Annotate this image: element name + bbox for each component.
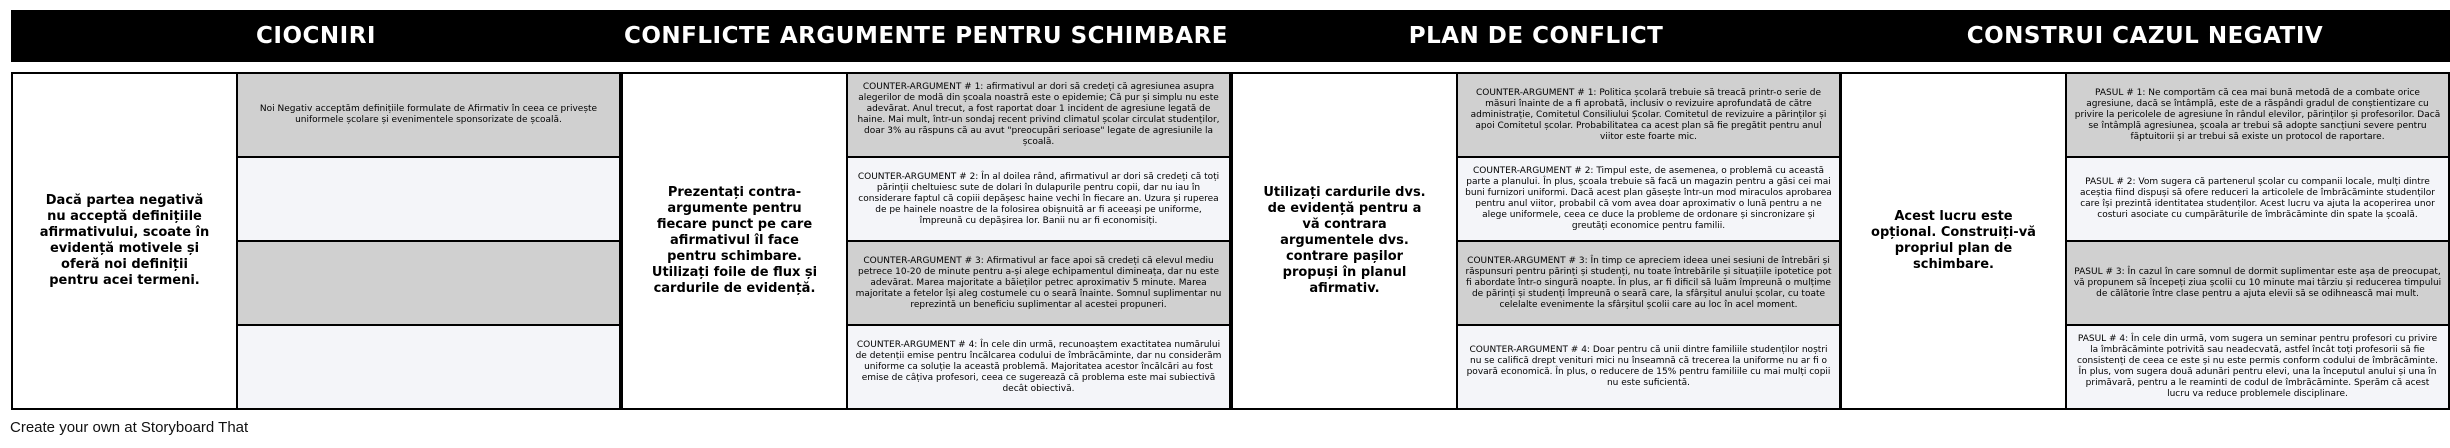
text-cell: COUNTER-ARGUMENT # 4: În cele din urmă, recunoaștem exactitatea numărului de detenții emise pentru încălcarea codului de îmbrăcăminte, dar nu considerăm uniforme ca soluție la această problemă. Majoritatea acestor încălcări au fost emise de câțiva profesori, ceea ce sugerează că problema este mai subiectivă decât obiectivă.	[848, 326, 1229, 408]
cell-stack	[2067, 74, 2448, 408]
cell-stack	[848, 74, 1229, 408]
text-cell: PASUL # 2: Vom sugera că partenerul școlar cu companii locale, mulți dintre aceștia fiind dispuși să ofere reduceri la articolele de îmbrăcăminte studenților care își prezintă identitatea studenților. Acest lucru va ajuta la acoperirea unor costuri asociate cu cumpărăturile de îmbrăcăminte din spate la școală.	[2067, 158, 2448, 242]
text-cell: COUNTER-ARGUMENT # 2: Timpul este, de asemenea, o problemă cu această parte a planului. În plus, școala trebuie să facă un magazin pentru a găsi cei mai buni furnizori uniformi. Dacă acest plan găsește într-un mod miraculos aprobarea pentru anul viitor, probabil că vom avea doar aproximativ o lună pentru a ne alege uniformele, ceea ce duce la probleme de ordonare și sincronizare și greutăți economice pentru familii.	[1458, 158, 1839, 242]
column-body	[621, 72, 1231, 410]
column-title: PLAN DE CONFLICT	[1231, 10, 1841, 62]
text-cell: Noi Negativ acceptăm definițiile formulate de Afirmativ în ceea ce privește uniformele școlare și evenimentele sponsorizate de școală.	[238, 74, 619, 158]
text-cell: COUNTER-ARGUMENT # 3: Afirmativul ar face apoi să credeți că elevul mediu petrece 10-20 de minute pentru a-și alege echipamentul dimineața, dar nu este adevărat. Marea majoritate a băieților petrec aproximativ 5 minute. Marea majoritate a fetelor își aleg costumele cu o seară înainte. Somnul suplimentar nu reprezintă un beneficiu suplimentar al acestei propuneri.	[848, 242, 1229, 326]
footer-credit: Create your own at Storyboard That	[10, 419, 249, 436]
column-ciocniri	[11, 10, 621, 410]
text-cell: PASUL # 1: Ne comportăm că cea mai bună metodă de a combate orice agresiune, dacă se întâmplă, este de a răspândi gradul de conștientizare cu privire la pericolele de agresiune în rândul elevilor, părinților și profesorilor. Dacă se întâmplă agresiunea, școala ar trebui să adopte sancțiuni severe pentru făptuitorii și ar trebui să existe un protocol de raportare.	[2067, 74, 2448, 158]
text-cell: COUNTER-ARGUMENT # 4: Doar pentru că unii dintre familiile studenților noștri nu se califică drept venituri mici nu înseamnă că trecerea la uniforme nu ar fi o povară economică. În plus, o reducere de 15% pentru familiile cu mai mulți copii nu este suficientă.	[1458, 326, 1839, 408]
column-body	[1231, 72, 1841, 410]
cell-stack	[1458, 74, 1839, 408]
cell-stack	[238, 74, 619, 408]
column-title: CONSTRUI CAZUL NEGATIV	[1840, 10, 2450, 62]
column-description: Acest lucru este opțional. Construiți-vă propriul plan de schimbare.	[1842, 74, 2067, 408]
text-cell: COUNTER-ARGUMENT # 1: Politica școlară trebuie să treacă printr-o serie de măsuri înainte de a fi aprobată, inclusiv o revizuire aprofundată de către administrație, Comitetul Consiliului Școlar. Comitetul de revizuire a părinților și apoi Comitetul școlar. Probabilitatea ca acest plan să fie pregătit pentru anul viitor este foarte mic.	[1458, 74, 1839, 158]
text-cell: COUNTER-ARGUMENT # 3: În timp ce apreciem ideea unei sesiuni de întrebări și răspunsuri pentru părinți și studenți, nu toate întrebările și situațiile ipotetice pot fi abordate într-o singură noapte. În plus, ar fi dificil să luăm împreună o mulțime de părinți și studenți împreună o seară care, la sfârșitul anului școlar, cu toate celelalte evenimente la sfârșitul școlii care au loc în acel moment.	[1458, 242, 1839, 326]
text-cell: COUNTER-ARGUMENT # 1: afirmativul ar dori să credeți că agresiunea asupra alegerilor de modă din școala noastră este o epidemie; Că pur și simplu nu este adevărat. Anul trecut, a fost raportat doar 1 incident de agresiune legată de haine. Mai mult, într-un sondaj recent privind climatul școlar circulat studenților, doar 3% au răspuns că au avut "preocupări serioase" legate de agresiunile la școală.	[848, 74, 1229, 158]
text-cell: COUNTER-ARGUMENT # 2: În al doilea rând, afirmativul ar dori să credeți că toți părinții cheltuiesc sute de dolari în dulapurile pentru copii, dar nu iau în considerare faptul că copiii depășesc haine vechi în fiecare an. Uzura și ruperea de pe hainele noastre de la folosirea obișnuită ar fi aceeași pe uniforme, împreună cu depășirea lor. Banii nu ar fi economisiți.	[848, 158, 1229, 242]
text-cell: PASUL # 4: În cele din urmă, vom sugera un seminar pentru profesori cu privire la îmbrăcăminte potrivită sau neadecvată, astfel încât toți profesorii să fie consistenți de ceea ce este și nu este permis conform codului de îmbrăcăminte. În plus, vom sugera două adunări pentru elevi, una la începutul anului și una în primăvară, pentru a le reaminti de codul de îmbrăcăminte. Sperăm că acest lucru va reduce problemele disciplinare.	[2067, 326, 2448, 408]
column-conflicte-argumente	[621, 10, 1231, 410]
column-body	[1840, 72, 2450, 410]
text-cell	[238, 326, 619, 408]
column-title: CIOCNIRI	[11, 10, 621, 62]
text-cell	[238, 158, 619, 242]
column-description: Utilizați cardurile dvs. de evidență pentru a vă contrara argumentele dvs. contrare pașilor propuși în planul afirmativ.	[1233, 74, 1458, 408]
column-body	[11, 72, 621, 410]
column-construi-cazul-negativ	[1840, 10, 2450, 410]
text-cell	[238, 242, 619, 326]
column-description: Prezentați contra-argumente pentru fiecare punct pe care afirmativul îl face pentru schimbare. Utilizați foile de flux și cardurile de evidență.	[623, 74, 848, 408]
column-plan-de-conflict	[1231, 10, 1841, 410]
column-description: Dacă partea negativă nu acceptă definițiile afirmativului, scoate în evidență motivele și oferă noi definiții pentru acei termeni.	[13, 74, 238, 408]
column-title: CONFLICTE ARGUMENTE PENTRU SCHIMBARE	[621, 10, 1231, 62]
text-cell: PASUL # 3: În cazul în care somnul de dormit suplimentar este așa de preocupat, vă propunem să începeți ziua școlii cu 10 minute mai târziu și reducerea timpului de călătorie între clase pentru a ajuta elevii să se odihnească mai mult.	[2067, 242, 2448, 326]
